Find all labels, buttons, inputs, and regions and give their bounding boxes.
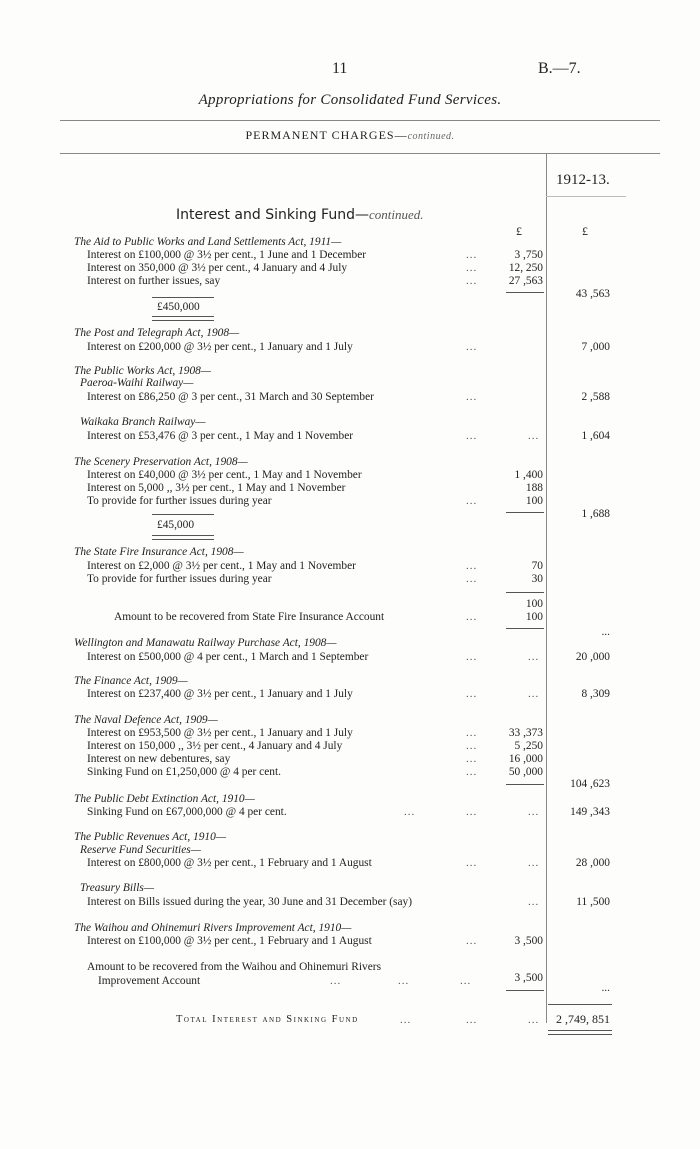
section-total: 11 ,500 [576, 896, 610, 908]
section-total: 1 ,604 [581, 430, 610, 442]
rule [506, 990, 544, 991]
rule [548, 1004, 612, 1005]
rule [152, 514, 214, 515]
amount: 70 [531, 560, 543, 572]
rule [152, 297, 214, 298]
act-subtitle: Waikaka Branch Railway— [80, 416, 206, 428]
entry-line: Interest on £237,400 @ 3½ per cent., 1 January and 1 July [87, 688, 353, 700]
leader-dots: ... [466, 430, 478, 442]
section-total: 20 ,000 [575, 651, 610, 663]
year-column-header: 1912-13. [556, 172, 610, 188]
amount: 5 ,250 [514, 740, 543, 752]
leader-dots: ... [528, 806, 540, 818]
leader-dots: ... [466, 249, 478, 261]
rule [506, 592, 544, 593]
divider [60, 120, 660, 121]
leader-dots: ... [460, 975, 472, 987]
amount: 188 [525, 482, 543, 494]
entry-line: Interest on £800,000 @ 3½ per cent., 1 February and 1 August [87, 857, 372, 869]
entry-line: To provide for further issues during year [87, 495, 272, 507]
currency-label: £ [582, 224, 588, 238]
leader-dots: ... [528, 1014, 540, 1026]
entry-line: Interest on £53,476 @ 3 per cent., 1 May and 1 November [87, 430, 354, 442]
act-title: The State Fire Insurance Act, 1908— [74, 546, 244, 558]
leader-dots: ... [466, 651, 478, 663]
column-rule [546, 153, 547, 1023]
entry-line: Interest on £100,000 @ 3½ per cent., 1 February and 1 August [87, 935, 372, 947]
leader-dots: ... [466, 727, 478, 739]
leader-dots: ... [330, 975, 342, 987]
page-subtitle: PERMANENT CHARGES—continued. [245, 128, 455, 142]
section-total: 149 ,343 [570, 806, 610, 818]
amount: 12, 250 [508, 262, 543, 274]
entry-line: Interest on Bills issued during the year, 30 June and 31 December (say) [87, 896, 413, 908]
entry-line: Interest on £86,250 @ 3 per cent., 31 March and 30 September [87, 391, 374, 403]
amount: 16 ,000 [508, 753, 543, 765]
amount: 100 [525, 598, 543, 610]
double-rule [152, 535, 214, 540]
leader-dots: ... [466, 495, 478, 507]
act-title: The Post and Telegraph Act, 1908— [74, 327, 240, 339]
entry-line: Interest on 350,000 @ 3½ per cent., 4 January and 4 July [87, 262, 348, 274]
entry-line: Interest on further issues, say [87, 275, 221, 287]
act-title: The Aid to Public Works and Land Settlements Act, 1911— [74, 236, 342, 248]
principal-sum: £450,000 [157, 301, 200, 313]
act-title: The Naval Defence Act, 1909— [74, 714, 218, 726]
act-title: The Public Debt Extinction Act, 1910— [74, 793, 255, 805]
act-title: The Scenery Preservation Act, 1908— [74, 456, 248, 468]
leader-dots: ... [466, 1014, 478, 1026]
leader-dots: ... [466, 573, 478, 585]
entry-line: Interest on £100,000 @ 3½ per cent., 1 June and 1 December [87, 249, 367, 261]
document-reference: B.—7. [538, 60, 581, 77]
rule [506, 628, 544, 629]
divider [546, 196, 626, 197]
leader-dots: ... [466, 857, 478, 869]
rule [506, 292, 544, 293]
leader-dots: ... [528, 430, 540, 442]
entry-line: To provide for further issues during year [87, 573, 272, 585]
section-total: ... [601, 982, 610, 994]
grand-total-value: 2 ,749, 851 [556, 1012, 610, 1026]
section-total: 28 ,000 [575, 857, 610, 869]
leader-dots: ... [466, 806, 478, 818]
amount: 3 ,500 [514, 935, 543, 947]
section-total: 104 ,623 [570, 778, 610, 790]
leader-dots: ... [466, 341, 478, 353]
entry-line: Sinking Fund on £1,250,000 @ 4 per cent. [87, 766, 281, 778]
amount: 27 ,563 [508, 275, 543, 287]
leader-dots: ... [466, 753, 478, 765]
section-total: 8 ,309 [581, 688, 610, 700]
section-total: 43 ,563 [575, 288, 610, 300]
amount: 100 [525, 495, 543, 507]
amount: 3 ,500 [514, 972, 543, 984]
entry-line: Interest on 5,000 ,, 3½ per cent., 1 May and 1 November [87, 482, 346, 494]
entry-line: Interest on new debentures, say [87, 753, 231, 765]
leader-dots: ... [466, 766, 478, 778]
leader-dots: ... [528, 896, 540, 908]
leader-dots: ... [528, 688, 540, 700]
leader-dots: ... [528, 857, 540, 869]
double-rule [548, 1030, 612, 1035]
entry-line: Interest on 150,000 ,, 3½ per cent., 4 January and 4 July [87, 740, 343, 752]
leader-dots: ... [466, 560, 478, 572]
grand-total-label: Total Interest and Sinking Fund [176, 1014, 359, 1025]
leader-dots: ... [466, 391, 478, 403]
leader-dots: ... [466, 275, 478, 287]
rule [506, 512, 544, 513]
section-total: 1 ,688 [581, 508, 610, 520]
leader-dots: ... [466, 688, 478, 700]
amount: 33 ,373 [508, 727, 543, 739]
act-subtitle: Paeroa-Waihi Railway— [80, 377, 194, 389]
amount: 50 ,000 [508, 766, 543, 778]
act-subtitle: Treasury Bills— [80, 882, 154, 894]
act-title: The Public Revenues Act, 1910— [74, 831, 226, 843]
entry-line: Interest on £953,500 @ 3½ per cent., 1 January and 1 July [87, 727, 353, 739]
currency-label: £ [516, 224, 522, 238]
leader-dots: ... [398, 975, 410, 987]
entry-line: Interest on £500,000 @ 4 per cent., 1 March and 1 September [87, 651, 369, 663]
act-title: The Finance Act, 1909— [74, 675, 188, 687]
recovery-line: Amount to be recovered from State Fire Insurance Account [114, 611, 385, 623]
principal-sum: £45,000 [157, 519, 195, 531]
page-title: Appropriations for Consolidated Fund Services. [198, 92, 502, 108]
leader-dots: ... [528, 651, 540, 663]
leader-dots: ... [466, 611, 478, 623]
amount: 3 ,750 [514, 249, 543, 261]
act-title: The Public Works Act, 1908— [74, 365, 211, 377]
act-title: The Waihou and Ohinemuri Rivers Improvement Act, 1910— [74, 922, 352, 934]
entry-line: Sinking Fund on £67,000,000 @ 4 per cent. [87, 806, 287, 818]
entry-line: Interest on £200,000 @ 3½ per cent., 1 January and 1 July [87, 341, 353, 353]
leader-dots: ... [466, 740, 478, 752]
act-subtitle: Reserve Fund Securities— [80, 844, 201, 856]
section-title: Interest and Sinking Fund—continued. [176, 207, 424, 223]
act-title: Wellington and Manawatu Railway Purchase Act, 1908— [74, 637, 337, 649]
recovery-line: Improvement Account [98, 975, 201, 987]
leader-dots: ... [404, 806, 416, 818]
amount: 1 ,400 [514, 469, 543, 481]
amount: 30 [531, 573, 543, 585]
amount: 100 [525, 611, 543, 623]
leader-dots: ... [400, 1014, 412, 1026]
double-rule [152, 316, 214, 321]
entry-line: Interest on £40,000 @ 3½ per cent., 1 May and 1 November [87, 469, 362, 481]
leader-dots: ... [466, 262, 478, 274]
rule [506, 784, 544, 785]
entry-line: Interest on £2,000 @ 3½ per cent., 1 May and 1 November [87, 560, 356, 572]
divider [60, 153, 660, 154]
section-total: 2 ,588 [581, 391, 610, 403]
recovery-line: Amount to be recovered from the Waihou and Ohinemuri Rivers [87, 961, 382, 973]
page-number: 11 [332, 60, 348, 77]
leader-dots: ... [466, 935, 478, 947]
section-total: 7 ,000 [581, 341, 610, 353]
section-total: ... [601, 626, 610, 638]
